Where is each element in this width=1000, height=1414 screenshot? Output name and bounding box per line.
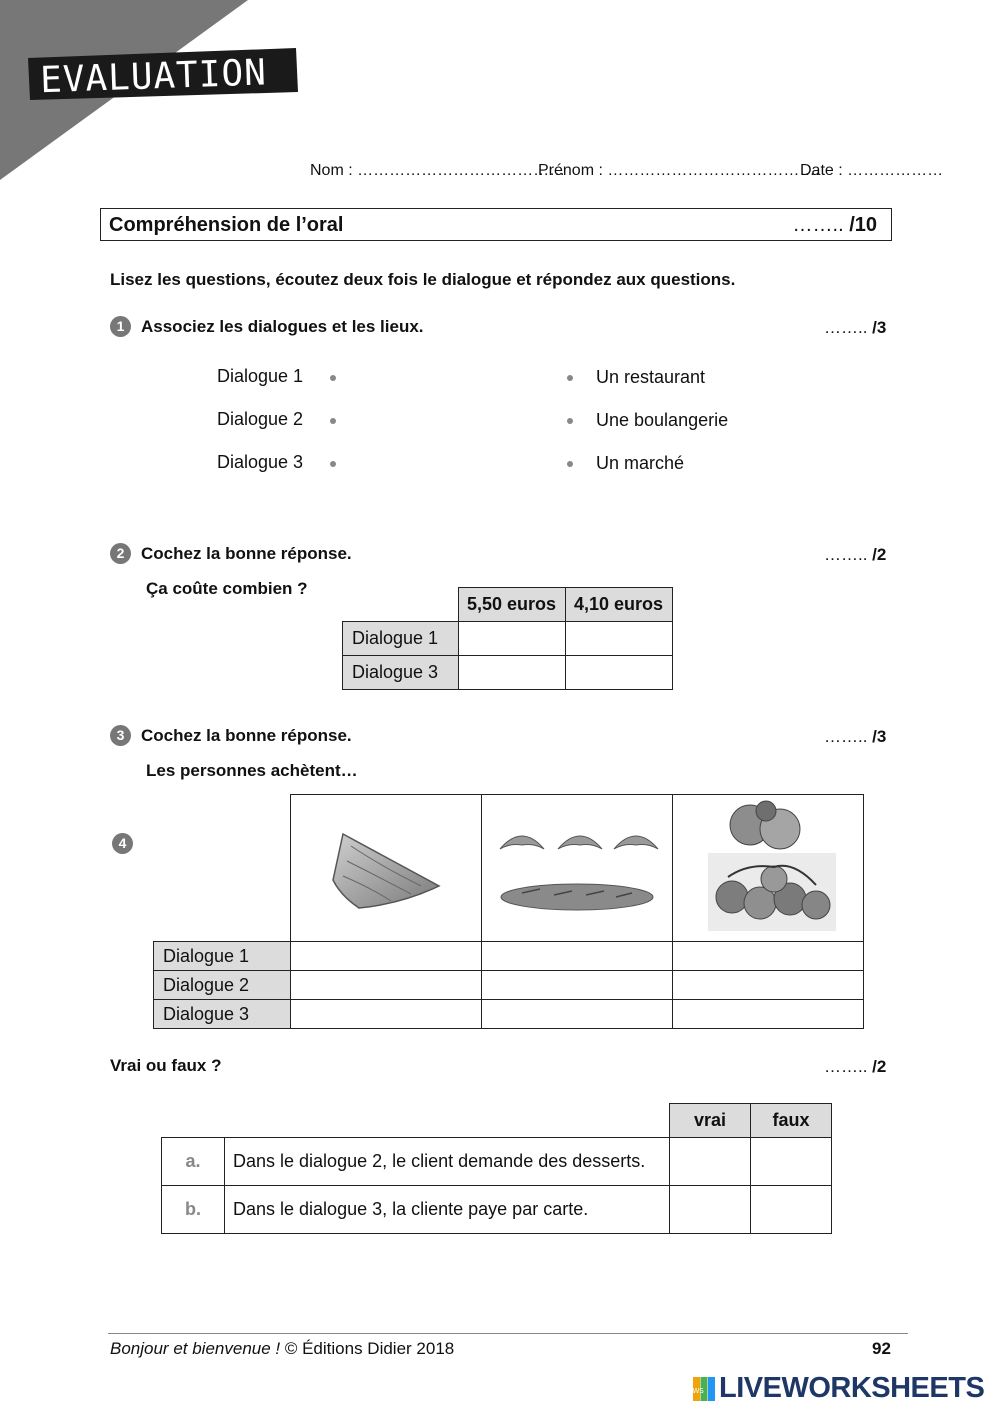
q1-right-item: Une boulangerie [596, 410, 729, 430]
column-header: vrai [670, 1104, 751, 1138]
q1-left-item: Dialogue 2 [217, 409, 304, 429]
table-corner-blank [343, 588, 459, 622]
row-header: Dialogue 1 [343, 622, 459, 656]
answer-cell[interactable] [458, 656, 565, 690]
faux-cell[interactable] [751, 1186, 832, 1234]
answer-cell[interactable] [481, 971, 672, 1000]
section-score: …….. /10 [792, 214, 877, 236]
q2-title: Cochez la bonne réponse. [141, 544, 352, 563]
pie-image-cell [290, 795, 481, 942]
answer-cell[interactable] [290, 1000, 481, 1029]
row-header: Dialogue 2 [154, 971, 291, 1000]
liveworksheets-logo-icon [689, 1377, 715, 1401]
evaluation-banner [26, 48, 298, 100]
vrai-cell[interactable] [670, 1186, 751, 1234]
q1-left-dot[interactable] [330, 461, 336, 467]
purchase-table [153, 794, 864, 1029]
q2-subtitle: Ça coûte combien ? [146, 579, 308, 598]
statement-letter: b. [162, 1186, 225, 1234]
date-field[interactable]: Date : ……………… [800, 162, 944, 179]
svg-text:LWS: LWS [689, 1387, 704, 1395]
q3-score: …….. /3 [824, 727, 887, 746]
price-table [342, 587, 673, 690]
footer-credit: Bonjour et bienvenue ! © Éditions Didier 2018 [110, 1339, 455, 1358]
q1-title: Associez les dialogues et les lieux. [141, 317, 424, 336]
statement-text: Dans le dialogue 2, le client demande des desserts. [225, 1138, 670, 1186]
footer-divider [108, 1333, 908, 1334]
nom-field[interactable]: Nom : ………………………………… [310, 162, 566, 179]
answer-cell[interactable] [481, 942, 672, 971]
answer-cell[interactable] [672, 942, 863, 971]
vrai-cell[interactable] [670, 1138, 751, 1186]
q3-subtitle: Les personnes achètent… [146, 761, 358, 780]
croissants-baguette-image [492, 811, 662, 921]
bread-image-cell [481, 795, 672, 942]
instruction: Lisez les questions, écoutez deux fois le dialogue et répondez aux questions. [110, 270, 736, 289]
tart-slice-image [311, 816, 461, 916]
q2-score: …….. /2 [824, 545, 887, 564]
q4-score: …….. /2 [824, 1057, 887, 1076]
faux-cell[interactable] [751, 1138, 832, 1186]
q1-left-item: Dialogue 1 [217, 366, 304, 386]
q1-left-dot[interactable] [330, 418, 336, 424]
answer-cell[interactable] [481, 1000, 672, 1029]
column-header: faux [751, 1104, 832, 1138]
apples-tomatoes-image [698, 797, 838, 935]
answer-cell[interactable] [672, 971, 863, 1000]
section-title: Compréhension de l’oral [109, 214, 344, 236]
q1-right-dot[interactable] [567, 461, 573, 467]
row-header: Dialogue 3 [154, 1000, 291, 1029]
prenom-field[interactable]: Prénom : …………………………………. [538, 162, 820, 179]
q1-right-item: Un restaurant [596, 367, 706, 387]
question-number-2: 2 [110, 543, 131, 564]
column-header: 4,10 euros [565, 588, 672, 622]
page-number: 92 [872, 1339, 891, 1358]
evaluation-title: EVALUATION [39, 52, 268, 102]
answer-cell[interactable] [565, 622, 672, 656]
q1-score: …….. /3 [824, 318, 887, 337]
q1-left-dot[interactable] [330, 375, 336, 381]
q1-left-item: Dialogue 3 [217, 452, 304, 472]
statement-text: Dans le dialogue 3, la cliente paye par carte. [225, 1186, 670, 1234]
q1-right-item: Un marché [596, 453, 685, 473]
statement-letter: a. [162, 1138, 225, 1186]
q1-right-dot[interactable] [567, 418, 573, 424]
answer-cell[interactable] [565, 656, 672, 690]
answer-cell[interactable] [290, 971, 481, 1000]
true-false-table [161, 1103, 832, 1234]
row-header: Dialogue 1 [154, 942, 291, 971]
column-header: 5,50 euros [458, 588, 565, 622]
question-number-4: 4 [112, 833, 133, 854]
q1-right-dot[interactable] [567, 375, 573, 381]
question-number-3: 3 [110, 725, 131, 746]
q4-title: Vrai ou faux ? [110, 1056, 222, 1075]
table-corner-blank [154, 795, 291, 942]
answer-cell[interactable] [672, 1000, 863, 1029]
row-header: Dialogue 3 [343, 656, 459, 690]
liveworksheets-watermark: LIVEWORKSHEETS [719, 1372, 985, 1404]
answer-cell[interactable] [290, 942, 481, 971]
answer-cell[interactable] [458, 622, 565, 656]
produce-image-cell [672, 795, 863, 942]
section-header [100, 208, 892, 241]
table-corner-blank [162, 1104, 670, 1138]
q3-title: Cochez la bonne réponse. [141, 726, 352, 745]
question-number-1: 1 [110, 316, 131, 337]
